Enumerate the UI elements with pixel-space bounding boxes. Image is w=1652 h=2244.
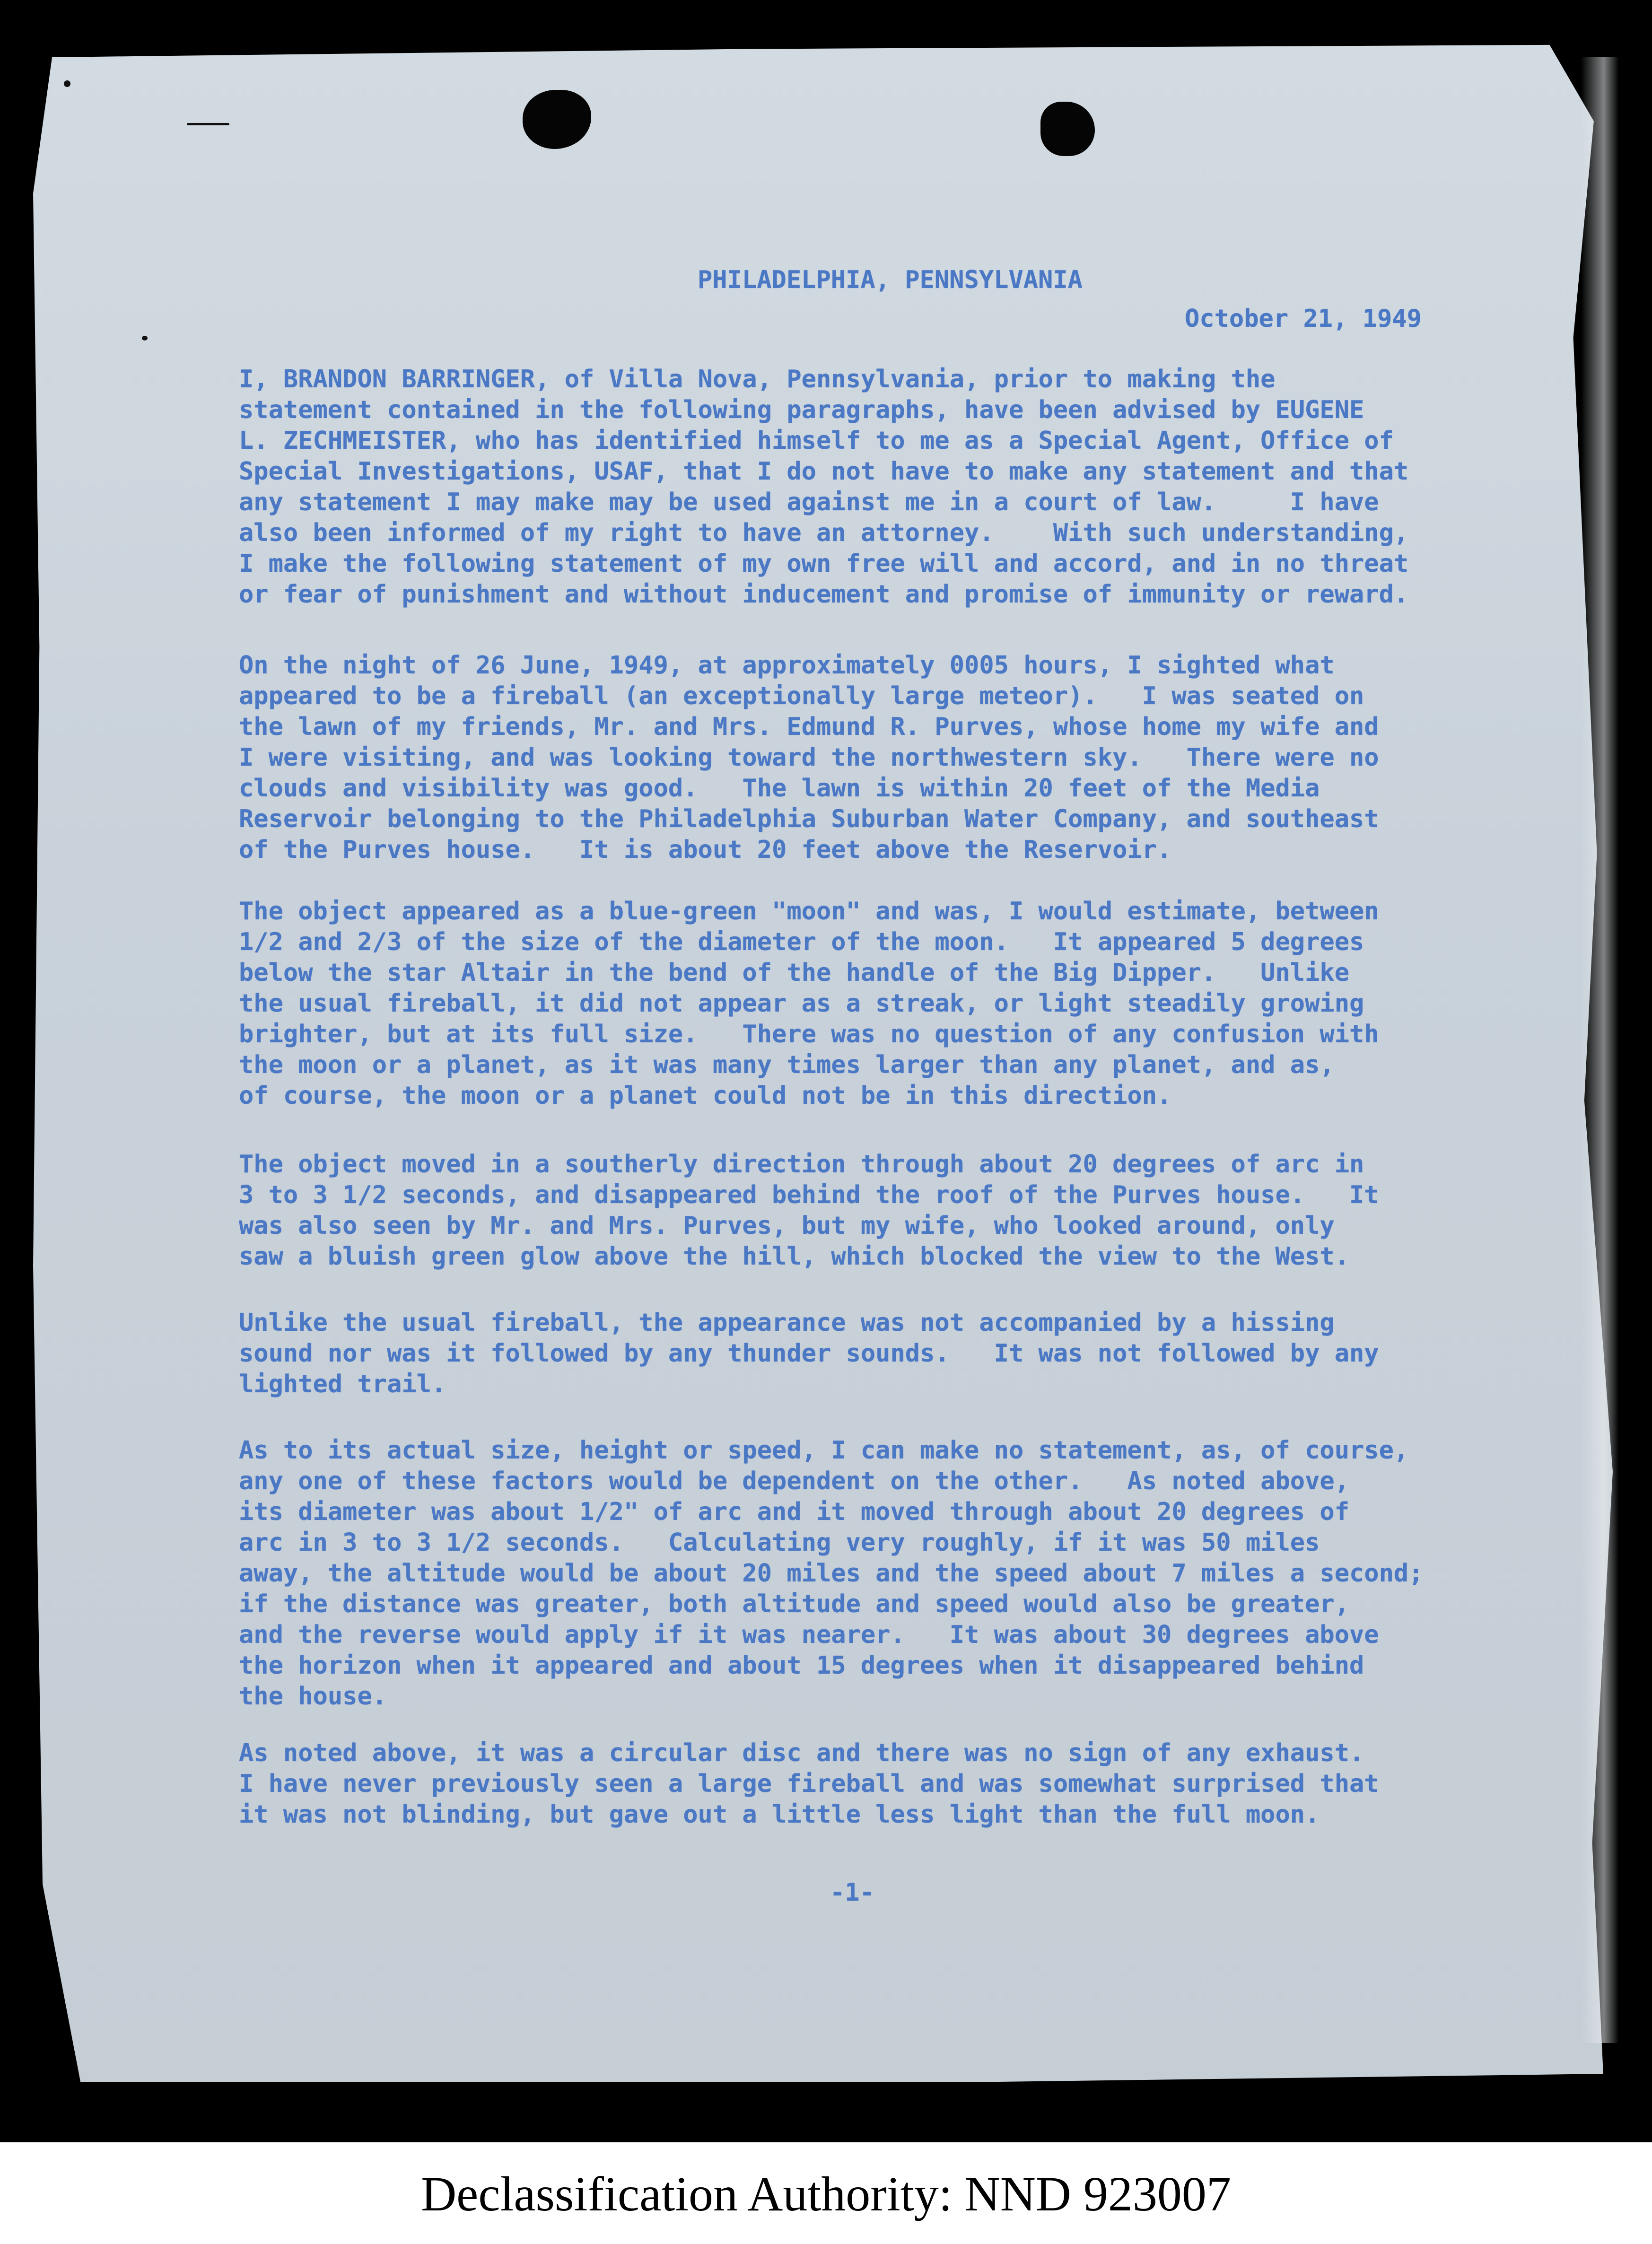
text-line: below the star Altair in the bend of the handle of the Big Dipper. Unlike xyxy=(239,959,1349,987)
text-line: any one of these factors would be dependent on the other. As noted above, xyxy=(239,1467,1349,1495)
text-line: I, BRANDON BARRINGER, of Villa Nova, Pennsylvania, prior to making the xyxy=(239,365,1276,393)
paragraph-sighting xyxy=(239,650,1506,865)
text-line: As noted above, it was a circular disc and there was no sign of any exhaust. xyxy=(239,1739,1364,1767)
text-line: L. ZECHMEISTER, who has identified himself to me as a Special Agent, Office of xyxy=(239,427,1394,455)
declassification-authority: Declassification Authority: NND 923007 xyxy=(421,2167,1231,2221)
text-line: On the night of 26 June, 1949, at approximately 0005 hours, I sighted what xyxy=(239,651,1335,680)
text-line: or fear of punishment and without inducement and promise of immunity or reward. xyxy=(239,580,1409,609)
paper-speck xyxy=(142,336,148,341)
text-line: if the distance was greater, both altitude and speed would also be greater, xyxy=(239,1590,1349,1618)
paragraph-sound xyxy=(239,1308,1506,1400)
paragraph-size-speed xyxy=(239,1435,1506,1712)
paper-mark xyxy=(187,123,229,125)
text-line: lighted trail. xyxy=(239,1370,446,1398)
text-line: of the Purves house. It is about 20 feet above the Reservoir. xyxy=(239,836,1172,864)
text-line: the lawn of my friends, Mr. and Mrs. Edmund R. Purves, whose home my wife and xyxy=(239,713,1379,741)
paper-fold-edge xyxy=(1581,57,1619,2043)
text-line: its diameter was about 1/2" of arc and it moved through about 20 degrees of xyxy=(239,1498,1349,1526)
paragraph-disc xyxy=(239,1738,1506,1830)
text-line: the usual fireball, it did not appear as a streak, or light steadily growing xyxy=(239,989,1364,1018)
text-line: appeared to be a fireball (an exceptionally large meteor). I was seated on xyxy=(239,682,1364,710)
paper-speck xyxy=(64,80,70,87)
page-number: -1- xyxy=(830,1878,874,1907)
text-line: away, the altitude would be about 20 miles and the speed about 7 miles a second; xyxy=(239,1559,1424,1588)
text-line: I have never previously seen a large fireball and was somewhat surprised that xyxy=(239,1770,1379,1798)
paragraph-appearance xyxy=(239,896,1506,1111)
text-line: arc in 3 to 3 1/2 seconds. Calculating very roughly, if it was 50 miles xyxy=(239,1528,1320,1557)
text-line: of course, the moon or a planet could not be in this direction. xyxy=(239,1082,1172,1110)
punch-hole-right xyxy=(1040,102,1095,156)
text-line: the moon or a planet, as it was many times larger than any planet, and as, xyxy=(239,1051,1335,1079)
text-line: brighter, but at its full size. There was no question of any confusion with xyxy=(239,1020,1379,1048)
text-line: statement contained in the following paragraphs, have been advised by EUGENE xyxy=(239,396,1364,424)
text-line: clouds and visibility was good. The lawn is within 20 feet of the Media xyxy=(239,774,1320,803)
text-line: Special Investigations, USAF, that I do not have to make any statement and that xyxy=(239,457,1409,486)
text-line: and the reverse would apply if it was nearer. It was about 30 degrees above xyxy=(239,1621,1379,1649)
text-line: Reservoir belonging to the Philadelphia Suburban Water Company, and southeast xyxy=(239,805,1379,833)
text-line: the horizon when it appeared and about 15 degrees when it disappeared behind xyxy=(239,1651,1364,1680)
text-line: As to its actual size, height or speed, I can make no statement, as, of course, xyxy=(239,1436,1409,1465)
text-line: I were visiting, and was looking toward the northwestern sky. There were no xyxy=(239,743,1379,772)
text-line: 1/2 and 2/3 of the size of the diameter of the moon. It appeared 5 degrees xyxy=(239,928,1364,956)
text-line: any statement I may make may be used against me in a court of law. I have xyxy=(239,488,1379,516)
text-line: I make the following statement of my own free will and accord, and in no threat xyxy=(239,550,1409,578)
text-line: it was not blinding, but gave out a little less light than the full moon. xyxy=(239,1800,1320,1829)
document-heading: PHILADELPHIA, PENNSYLVANIA xyxy=(698,266,1083,294)
declassification-footer xyxy=(0,2142,1652,2244)
paragraph-movement xyxy=(239,1149,1506,1272)
text-line: Unlike the usual fireball, the appearance was not accompanied by a hissing xyxy=(239,1309,1335,1337)
text-line: 3 to 3 1/2 seconds, and disappeared behind the roof of the Purves house. It xyxy=(239,1181,1379,1209)
text-line: The object moved in a southerly direction through about 20 degrees of arc in xyxy=(239,1150,1364,1179)
text-line: was also seen by Mr. and Mrs. Purves, but my wife, who looked around, only xyxy=(239,1212,1335,1240)
document-date: October 21, 1949 xyxy=(1185,305,1422,333)
text-line: saw a bluish green glow above the hill, which blocked the view to the West. xyxy=(239,1242,1349,1271)
text-line: The object appeared as a blue-green "moon" and was, I would estimate, between xyxy=(239,897,1379,926)
paragraph-advisement xyxy=(239,364,1506,610)
text-line: sound nor was it followed by any thunder sounds. It was not followed by any xyxy=(239,1339,1379,1368)
text-line: the house. xyxy=(239,1682,387,1711)
text-line: also been informed of my right to have an attorney. With such understanding, xyxy=(239,519,1409,547)
